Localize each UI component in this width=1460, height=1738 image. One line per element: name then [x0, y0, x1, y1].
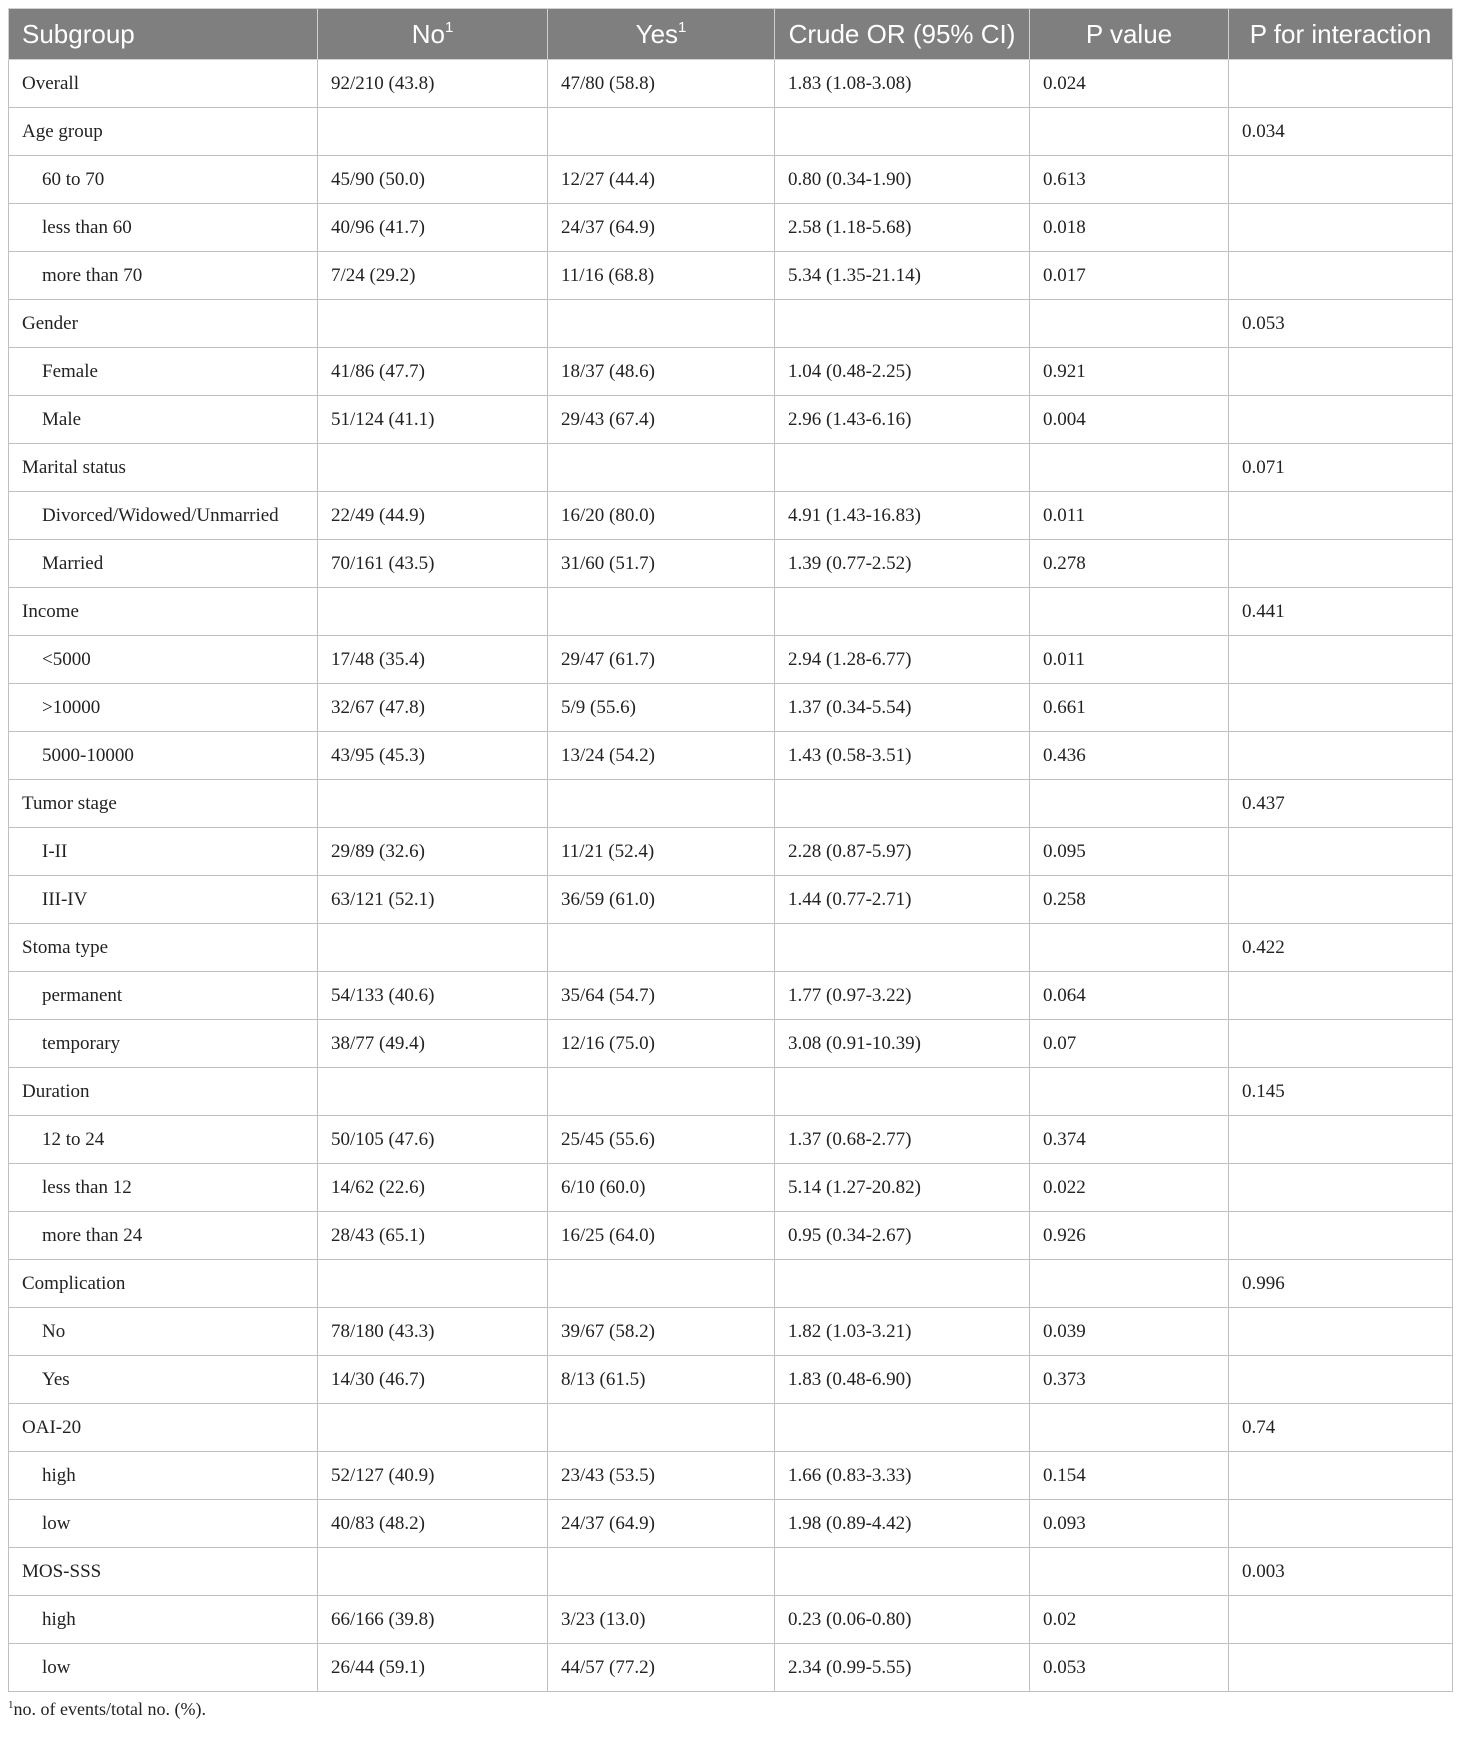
table-row	[9, 732, 1453, 780]
cell-p-interaction: 0.034	[1229, 108, 1453, 156]
table-row	[9, 108, 1453, 156]
cell-subgroup: Divorced/Widowed/Unmarried	[9, 492, 318, 540]
cell-p-interaction: 0.74	[1229, 1404, 1453, 1452]
cell-p-value: 0.154	[1030, 1452, 1229, 1500]
footnote-text: no. of events/total no. (%).	[13, 1699, 206, 1719]
cell-crude-or: 1.77 (0.97-3.22)	[775, 972, 1030, 1020]
table-row	[9, 684, 1453, 732]
cell-no: 51/124 (41.1)	[318, 396, 548, 444]
cell-yes: 31/60 (51.7)	[548, 540, 775, 588]
cell-subgroup: MOS-SSS	[9, 1548, 318, 1596]
cell-p-interaction	[1229, 1212, 1453, 1260]
cell-subgroup: 12 to 24	[9, 1116, 318, 1164]
cell-yes	[548, 924, 775, 972]
header-yes: Yes$^1$	[548, 9, 775, 60]
cell-p-interaction: 0.437	[1229, 780, 1453, 828]
cell-p-interaction	[1229, 60, 1453, 108]
cell-subgroup: >10000	[9, 684, 318, 732]
cell-subgroup: Gender	[9, 300, 318, 348]
cell-no: 14/62 (22.6)	[318, 1164, 548, 1212]
table-row	[9, 300, 1453, 348]
table-row	[9, 1068, 1453, 1116]
cell-p-value: 0.921	[1030, 348, 1229, 396]
cell-crude-or: 3.08 (0.91-10.39)	[775, 1020, 1030, 1068]
cell-no: 17/48 (35.4)	[318, 636, 548, 684]
cell-subgroup: more than 70	[9, 252, 318, 300]
footnote-marker: 1	[678, 18, 687, 36]
cell-subgroup: Married	[9, 540, 318, 588]
cell-crude-or: 1.43 (0.58-3.51)	[775, 732, 1030, 780]
cell-p-value	[1030, 924, 1229, 972]
cell-yes: 12/27 (44.4)	[548, 156, 775, 204]
cell-p-value: 0.436	[1030, 732, 1229, 780]
table-row	[9, 348, 1453, 396]
cell-crude-or	[775, 108, 1030, 156]
cell-no: 40/96 (41.7)	[318, 204, 548, 252]
cell-subgroup: high	[9, 1452, 318, 1500]
cell-p-interaction	[1229, 156, 1453, 204]
cell-yes	[548, 108, 775, 156]
cell-subgroup: Female	[9, 348, 318, 396]
cell-p-value	[1030, 1260, 1229, 1308]
cell-subgroup: less than 60	[9, 204, 318, 252]
cell-p-value: 0.095	[1030, 828, 1229, 876]
cell-yes	[548, 588, 775, 636]
cell-p-value: 0.613	[1030, 156, 1229, 204]
cell-crude-or: 4.91 (1.43-16.83)	[775, 492, 1030, 540]
cell-p-interaction	[1229, 1116, 1453, 1164]
cell-p-value	[1030, 780, 1229, 828]
cell-subgroup: temporary	[9, 1020, 318, 1068]
table-row	[9, 828, 1453, 876]
table-row	[9, 204, 1453, 252]
cell-yes: 35/64 (54.7)	[548, 972, 775, 1020]
cell-subgroup: Male	[9, 396, 318, 444]
cell-p-interaction	[1229, 1308, 1453, 1356]
cell-crude-or: 1.83 (1.08-3.08)	[775, 60, 1030, 108]
cell-p-interaction: 0.422	[1229, 924, 1453, 972]
cell-p-value: 0.018	[1030, 204, 1229, 252]
cell-subgroup: low	[9, 1500, 318, 1548]
cell-p-interaction: 0.053	[1229, 300, 1453, 348]
cell-p-value: 0.278	[1030, 540, 1229, 588]
cell-p-value	[1030, 1068, 1229, 1116]
cell-yes: 11/21 (52.4)	[548, 828, 775, 876]
cell-crude-or: 1.37 (0.68-2.77)	[775, 1116, 1030, 1164]
cell-crude-or: 1.82 (1.03-3.21)	[775, 1308, 1030, 1356]
cell-p-interaction: 0.441	[1229, 588, 1453, 636]
cell-p-value: 0.258	[1030, 876, 1229, 924]
cell-p-value: 0.374	[1030, 1116, 1229, 1164]
cell-subgroup: 5000-10000	[9, 732, 318, 780]
cell-yes: 18/37 (48.6)	[548, 348, 775, 396]
cell-p-interaction	[1229, 492, 1453, 540]
header-p-value: P value	[1030, 9, 1229, 60]
cell-no	[318, 1260, 548, 1308]
cell-no	[318, 108, 548, 156]
cell-yes: 16/25 (64.0)	[548, 1212, 775, 1260]
table-row	[9, 780, 1453, 828]
cell-no: 78/180 (43.3)	[318, 1308, 548, 1356]
cell-no: 14/30 (46.7)	[318, 1356, 548, 1404]
cell-crude-or: 2.94 (1.28-6.77)	[775, 636, 1030, 684]
cell-yes	[548, 1068, 775, 1116]
cell-p-value: 0.02	[1030, 1596, 1229, 1644]
cell-no: 70/161 (43.5)	[318, 540, 548, 588]
cell-p-interaction	[1229, 972, 1453, 1020]
cell-p-interaction: 0.996	[1229, 1260, 1453, 1308]
table-row	[9, 1356, 1453, 1404]
cell-crude-or: 0.80 (0.34-1.90)	[775, 156, 1030, 204]
cell-crude-or: 2.34 (0.99-5.55)	[775, 1644, 1030, 1692]
cell-crude-or	[775, 300, 1030, 348]
cell-yes: 24/37 (64.9)	[548, 204, 775, 252]
cell-p-interaction	[1229, 252, 1453, 300]
cell-crude-or	[775, 1260, 1030, 1308]
cell-crude-or: 1.44 (0.77-2.71)	[775, 876, 1030, 924]
cell-crude-or	[775, 780, 1030, 828]
cell-p-value	[1030, 588, 1229, 636]
table-row	[9, 252, 1453, 300]
cell-p-value: 0.004	[1030, 396, 1229, 444]
cell-crude-or: 5.34 (1.35-21.14)	[775, 252, 1030, 300]
table-row	[9, 1644, 1453, 1692]
table-row	[9, 540, 1453, 588]
cell-p-value	[1030, 108, 1229, 156]
table-container	[8, 8, 1452, 1720]
table-row	[9, 1596, 1453, 1644]
cell-p-interaction	[1229, 1452, 1453, 1500]
cell-yes: 12/16 (75.0)	[548, 1020, 775, 1068]
cell-yes: 16/20 (80.0)	[548, 492, 775, 540]
cell-p-interaction	[1229, 1500, 1453, 1548]
table-row	[9, 1500, 1453, 1548]
table-row	[9, 1164, 1453, 1212]
table-row	[9, 1260, 1453, 1308]
cell-subgroup: Duration	[9, 1068, 318, 1116]
cell-p-value: 0.022	[1030, 1164, 1229, 1212]
cell-p-value	[1030, 444, 1229, 492]
header-row	[9, 9, 1453, 60]
cell-p-value: 0.661	[1030, 684, 1229, 732]
cell-crude-or	[775, 1548, 1030, 1596]
table-row	[9, 1308, 1453, 1356]
cell-no	[318, 780, 548, 828]
cell-yes	[548, 780, 775, 828]
table-row	[9, 636, 1453, 684]
cell-no: 32/67 (47.8)	[318, 684, 548, 732]
cell-no	[318, 1068, 548, 1116]
cell-no	[318, 1404, 548, 1452]
cell-p-interaction	[1229, 1596, 1453, 1644]
cell-subgroup: high	[9, 1596, 318, 1644]
table-row	[9, 1452, 1453, 1500]
cell-subgroup: Income	[9, 588, 318, 636]
cell-p-interaction	[1229, 684, 1453, 732]
table-footnote	[8, 1699, 1452, 1720]
cell-no: 40/83 (48.2)	[318, 1500, 548, 1548]
cell-p-value: 0.053	[1030, 1644, 1229, 1692]
subgroup-analysis-table	[8, 8, 1453, 1692]
cell-no: 92/210 (43.8)	[318, 60, 548, 108]
cell-no	[318, 924, 548, 972]
cell-crude-or: 1.83 (0.48-6.90)	[775, 1356, 1030, 1404]
cell-subgroup: No	[9, 1308, 318, 1356]
header-p-interaction: P for interaction	[1229, 9, 1453, 60]
cell-no	[318, 1548, 548, 1596]
cell-p-interaction	[1229, 828, 1453, 876]
cell-p-interaction	[1229, 1164, 1453, 1212]
cell-p-value: 0.926	[1030, 1212, 1229, 1260]
table-row	[9, 1404, 1453, 1452]
cell-p-interaction	[1229, 204, 1453, 252]
cell-p-value: 0.011	[1030, 492, 1229, 540]
cell-p-interaction	[1229, 732, 1453, 780]
cell-crude-or: 5.14 (1.27-20.82)	[775, 1164, 1030, 1212]
cell-yes: 29/43 (67.4)	[548, 396, 775, 444]
cell-p-interaction	[1229, 396, 1453, 444]
cell-crude-or: 2.58 (1.18-5.68)	[775, 204, 1030, 252]
cell-p-value: 0.093	[1030, 1500, 1229, 1548]
cell-yes: 25/45 (55.6)	[548, 1116, 775, 1164]
cell-p-interaction	[1229, 1644, 1453, 1692]
cell-crude-or	[775, 1068, 1030, 1116]
cell-no: 41/86 (47.7)	[318, 348, 548, 396]
cell-yes: 39/67 (58.2)	[548, 1308, 775, 1356]
cell-yes: 8/13 (61.5)	[548, 1356, 775, 1404]
cell-no: 26/44 (59.1)	[318, 1644, 548, 1692]
table-row	[9, 972, 1453, 1020]
cell-subgroup: III-IV	[9, 876, 318, 924]
cell-subgroup: Age group	[9, 108, 318, 156]
cell-no: 7/24 (29.2)	[318, 252, 548, 300]
cell-crude-or	[775, 588, 1030, 636]
cell-subgroup: low	[9, 1644, 318, 1692]
cell-crude-or: 1.66 (0.83-3.33)	[775, 1452, 1030, 1500]
footnote-marker: 1	[8, 1699, 14, 1711]
cell-yes: 23/43 (53.5)	[548, 1452, 775, 1500]
table-body	[9, 60, 1453, 1692]
cell-p-value	[1030, 1404, 1229, 1452]
cell-subgroup: Marital status	[9, 444, 318, 492]
cell-p-interaction	[1229, 1020, 1453, 1068]
cell-p-value	[1030, 1548, 1229, 1596]
cell-yes: 29/47 (61.7)	[548, 636, 775, 684]
cell-subgroup: I-II	[9, 828, 318, 876]
cell-no: 38/77 (49.4)	[318, 1020, 548, 1068]
table-row	[9, 588, 1453, 636]
cell-p-interaction	[1229, 876, 1453, 924]
cell-p-interaction	[1229, 540, 1453, 588]
cell-subgroup: permanent	[9, 972, 318, 1020]
cell-yes: 36/59 (61.0)	[548, 876, 775, 924]
cell-crude-or: 2.96 (1.43-6.16)	[775, 396, 1030, 444]
table-row	[9, 1020, 1453, 1068]
table-row	[9, 60, 1453, 108]
cell-yes: 13/24 (54.2)	[548, 732, 775, 780]
cell-p-value: 0.039	[1030, 1308, 1229, 1356]
header-no: No$^1$	[318, 9, 548, 60]
cell-p-interaction	[1229, 636, 1453, 684]
cell-crude-or	[775, 924, 1030, 972]
table-row	[9, 876, 1453, 924]
cell-p-value	[1030, 300, 1229, 348]
cell-p-interaction: 0.071	[1229, 444, 1453, 492]
cell-yes: 24/37 (64.9)	[548, 1500, 775, 1548]
table-row	[9, 1212, 1453, 1260]
cell-yes: 6/10 (60.0)	[548, 1164, 775, 1212]
table-row	[9, 492, 1453, 540]
cell-subgroup: Yes	[9, 1356, 318, 1404]
cell-crude-or: 1.98 (0.89-4.42)	[775, 1500, 1030, 1548]
cell-subgroup: less than 12	[9, 1164, 318, 1212]
cell-no: 28/43 (65.1)	[318, 1212, 548, 1260]
cell-p-value: 0.07	[1030, 1020, 1229, 1068]
cell-no	[318, 588, 548, 636]
cell-no: 54/133 (40.6)	[318, 972, 548, 1020]
table-row	[9, 924, 1453, 972]
cell-crude-or	[775, 444, 1030, 492]
cell-yes	[548, 1548, 775, 1596]
cell-subgroup: Complication	[9, 1260, 318, 1308]
cell-subgroup: Tumor stage	[9, 780, 318, 828]
cell-crude-or: 0.23 (0.06-0.80)	[775, 1596, 1030, 1644]
cell-subgroup: <5000	[9, 636, 318, 684]
cell-subgroup: OAI-20	[9, 1404, 318, 1452]
cell-yes	[548, 1260, 775, 1308]
cell-yes: 44/57 (77.2)	[548, 1644, 775, 1692]
cell-p-interaction: 0.003	[1229, 1548, 1453, 1596]
cell-p-value: 0.064	[1030, 972, 1229, 1020]
cell-no	[318, 444, 548, 492]
table-header	[9, 9, 1453, 60]
cell-no: 52/127 (40.9)	[318, 1452, 548, 1500]
cell-subgroup: Stoma type	[9, 924, 318, 972]
cell-no: 50/105 (47.6)	[318, 1116, 548, 1164]
header-crude-or: Crude OR (95% CI)	[775, 9, 1030, 60]
cell-yes: 11/16 (68.8)	[548, 252, 775, 300]
cell-p-value: 0.011	[1030, 636, 1229, 684]
cell-yes	[548, 300, 775, 348]
cell-no	[318, 300, 548, 348]
cell-no: 45/90 (50.0)	[318, 156, 548, 204]
footnote-marker: 1	[444, 18, 454, 36]
cell-crude-or: 0.95 (0.34-2.67)	[775, 1212, 1030, 1260]
cell-p-interaction	[1229, 1356, 1453, 1404]
cell-yes: 47/80 (58.8)	[548, 60, 775, 108]
cell-crude-or: 1.37 (0.34-5.54)	[775, 684, 1030, 732]
table-row	[9, 1548, 1453, 1596]
cell-p-value: 0.373	[1030, 1356, 1229, 1404]
cell-no: 22/49 (44.9)	[318, 492, 548, 540]
table-row	[9, 156, 1453, 204]
table-row	[9, 1116, 1453, 1164]
cell-yes: 3/23 (13.0)	[548, 1596, 775, 1644]
cell-crude-or	[775, 1404, 1030, 1452]
cell-crude-or: 2.28 (0.87-5.97)	[775, 828, 1030, 876]
table-row	[9, 444, 1453, 492]
cell-yes: 5/9 (55.6)	[548, 684, 775, 732]
cell-p-value: 0.024	[1030, 60, 1229, 108]
cell-subgroup: 60 to 70	[9, 156, 318, 204]
cell-p-value: 0.017	[1030, 252, 1229, 300]
cell-crude-or: 1.04 (0.48-2.25)	[775, 348, 1030, 396]
cell-subgroup: Overall	[9, 60, 318, 108]
cell-p-interaction: 0.145	[1229, 1068, 1453, 1116]
cell-p-interaction	[1229, 348, 1453, 396]
cell-no: 29/89 (32.6)	[318, 828, 548, 876]
cell-no: 63/121 (52.1)	[318, 876, 548, 924]
cell-no: 43/95 (45.3)	[318, 732, 548, 780]
cell-yes	[548, 1404, 775, 1452]
header-subgroup: Subgroup	[9, 9, 318, 60]
cell-yes	[548, 444, 775, 492]
cell-crude-or: 1.39 (0.77-2.52)	[775, 540, 1030, 588]
cell-no: 66/166 (39.8)	[318, 1596, 548, 1644]
cell-subgroup: more than 24	[9, 1212, 318, 1260]
table-row	[9, 396, 1453, 444]
